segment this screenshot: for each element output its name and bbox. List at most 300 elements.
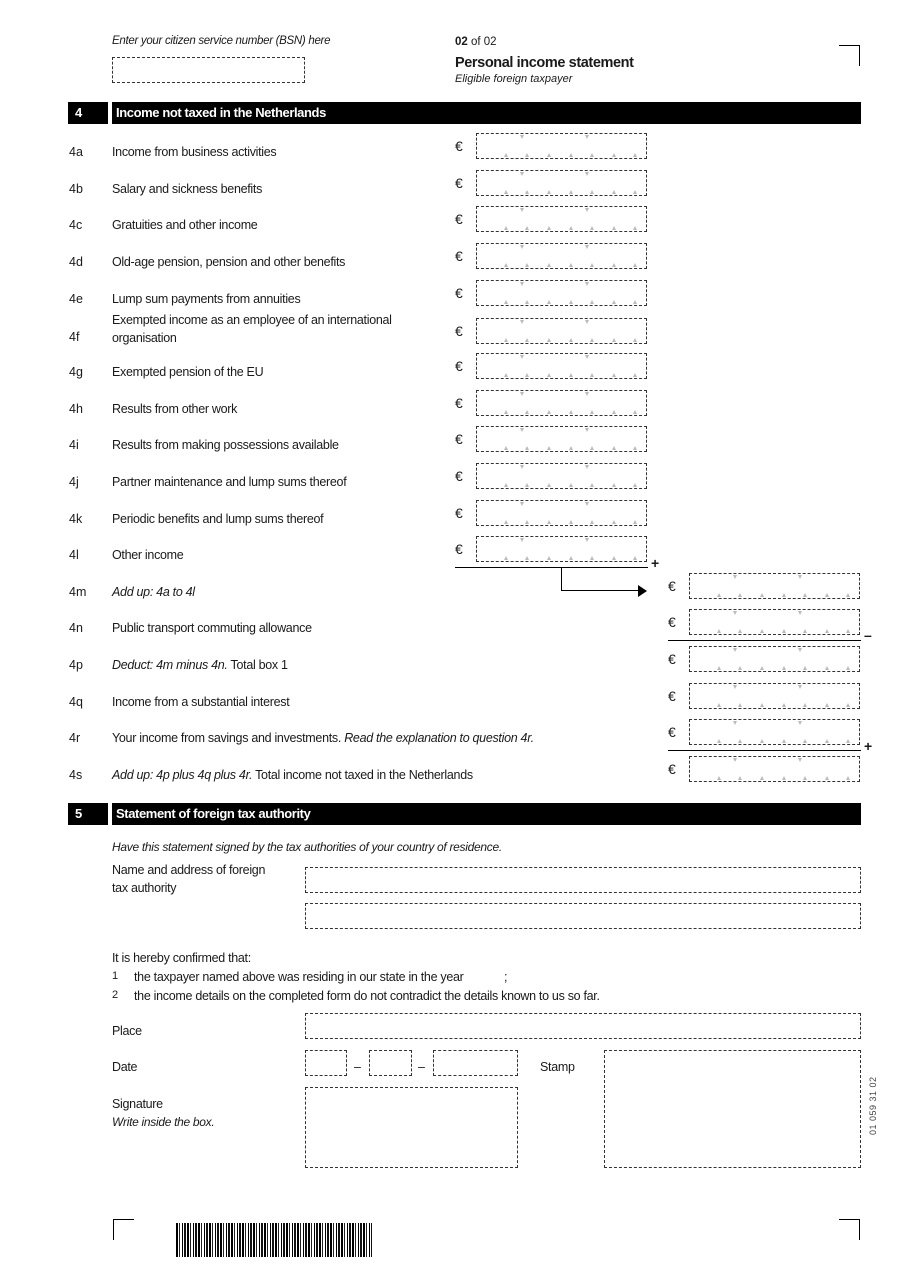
section-5-instruction: Have this statement signed by the tax authorities of your country of residence. — [112, 840, 502, 854]
digit-divider-mark — [547, 263, 551, 267]
digit-divider-mark — [569, 483, 573, 487]
digit-divider-mark — [803, 776, 807, 780]
digit-divider-mark — [525, 483, 529, 487]
amount-input-4l[interactable] — [476, 536, 647, 562]
thousands-separator-mark — [585, 208, 589, 212]
line-code: 4m — [69, 585, 87, 599]
thousands-separator-mark — [520, 355, 524, 359]
digit-divider-mark — [504, 373, 508, 377]
name-address-label-2: tax authority — [112, 881, 177, 895]
thousands-separator-mark — [798, 611, 802, 615]
digit-divider-mark — [760, 739, 764, 743]
digit-divider-mark — [590, 373, 594, 377]
euro-icon: € — [455, 138, 463, 154]
amount-input-4q[interactable] — [689, 683, 860, 709]
digit-divider-mark — [612, 410, 616, 414]
digit-divider-mark — [504, 263, 508, 267]
euro-icon: € — [455, 358, 463, 374]
line-code: 4h — [69, 402, 83, 416]
digit-divider-mark — [569, 338, 573, 342]
amount-input-4b[interactable] — [476, 170, 647, 196]
digit-divider-mark — [782, 739, 786, 743]
section-4-number: 4 — [68, 102, 108, 124]
digit-divider-mark — [569, 556, 573, 560]
line-label-text: Income from a substantial interest — [112, 695, 290, 709]
digit-divider-mark — [547, 338, 551, 342]
amount-input-4g[interactable] — [476, 353, 647, 379]
page-indicator — [455, 36, 497, 48]
form-subtitle: Eligible foreign taxpayer — [455, 73, 573, 85]
digit-divider-mark — [612, 556, 616, 560]
thousands-separator-mark — [520, 135, 524, 139]
line-code: 4c — [69, 218, 83, 232]
euro-icon: € — [455, 431, 463, 447]
digit-divider-mark — [633, 373, 637, 377]
digit-divider-mark — [590, 483, 594, 487]
sum-line-4l — [455, 567, 648, 568]
amount-input-4p[interactable] — [689, 646, 860, 672]
digit-divider-mark — [569, 190, 573, 194]
line-label — [112, 182, 262, 196]
digit-divider-mark — [590, 520, 594, 524]
digit-divider-mark — [590, 300, 594, 304]
line-label-note: Read the explanation to question 4r. — [344, 731, 534, 745]
digit-divider-mark — [846, 739, 850, 743]
euro-icon: € — [668, 614, 676, 630]
euro-icon: € — [455, 323, 463, 339]
digit-divider-mark — [803, 629, 807, 633]
line-label — [112, 255, 345, 269]
plus-operator-2: + — [864, 738, 873, 754]
digit-divider-mark — [525, 373, 529, 377]
line-code: 4k — [69, 512, 83, 526]
line-label — [112, 695, 289, 709]
digit-divider-mark — [547, 520, 551, 524]
crop-mark-top-right — [839, 45, 860, 66]
euro-icon: € — [455, 175, 463, 191]
place-input[interactable] — [305, 1013, 861, 1039]
digit-divider-mark — [633, 520, 637, 524]
digit-divider-mark — [633, 153, 637, 157]
digit-divider-mark — [569, 373, 573, 377]
confirm-item-1-text: the taxpayer named above was residing in our state in the year — [134, 970, 464, 984]
digit-divider-mark — [612, 446, 616, 450]
digit-divider-mark — [717, 666, 721, 670]
digit-divider-mark — [547, 226, 551, 230]
line-code: 4d — [69, 255, 83, 269]
euro-icon: € — [668, 651, 676, 667]
digit-divider-mark — [825, 666, 829, 670]
digit-divider-mark — [846, 666, 850, 670]
digit-divider-mark — [504, 338, 508, 342]
line-code: 4l — [69, 548, 79, 562]
digit-divider-mark — [633, 300, 637, 304]
digit-divider-mark — [717, 703, 721, 707]
amount-input-4c[interactable] — [476, 206, 647, 232]
digit-divider-mark — [590, 226, 594, 230]
thousands-separator-mark — [798, 575, 802, 579]
line-code: 4j — [69, 475, 79, 489]
line-label-text: Lump sum payments from annuities — [112, 292, 301, 306]
line-label-text: Total box 1 — [227, 658, 288, 672]
amount-input-4d[interactable] — [476, 243, 647, 269]
crop-mark-bottom-left — [113, 1219, 134, 1240]
signature-box[interactable] — [305, 1087, 518, 1168]
digit-divider-mark — [846, 703, 850, 707]
line-code: 4i — [69, 438, 79, 452]
digit-divider-mark — [590, 446, 594, 450]
crop-mark-bottom-right — [839, 1219, 860, 1240]
line-label-text: Income from business activities — [112, 145, 277, 159]
digit-divider-mark — [504, 483, 508, 487]
digit-divider-mark — [525, 446, 529, 450]
thousands-separator-mark — [520, 172, 524, 176]
digit-divider-mark — [569, 520, 573, 524]
confirm-item-2-number: 2 — [112, 989, 118, 1001]
arrow-connector-horizontal — [561, 590, 639, 591]
digit-divider-mark — [803, 703, 807, 707]
digit-divider-mark — [569, 410, 573, 414]
digit-divider-mark — [782, 703, 786, 707]
section-4-title: Income not taxed in the Netherlands — [112, 102, 861, 124]
digit-divider-mark — [569, 226, 573, 230]
digit-divider-mark — [504, 226, 508, 230]
line-label — [112, 585, 195, 599]
document-code: 01 059 31 02 — [868, 1076, 878, 1135]
thousands-separator-mark — [798, 648, 802, 652]
digit-divider-mark — [525, 263, 529, 267]
digit-divider-mark — [633, 338, 637, 342]
thousands-separator-mark — [520, 245, 524, 249]
amount-input-4a[interactable] — [476, 133, 647, 159]
line-label-text: Gratuities and other income — [112, 218, 258, 232]
digit-divider-mark — [760, 666, 764, 670]
section-5-number: 5 — [68, 803, 108, 825]
line-label-text: Results from making possessions available — [112, 438, 339, 452]
digit-divider-mark — [612, 373, 616, 377]
thousands-separator-mark — [520, 428, 524, 432]
amount-input-4k[interactable] — [476, 500, 647, 526]
digit-divider-mark — [590, 338, 594, 342]
thousands-separator-mark — [733, 611, 737, 615]
digit-divider-mark — [782, 776, 786, 780]
digit-divider-mark — [569, 263, 573, 267]
stamp-label: Stamp — [540, 1060, 575, 1074]
thousands-separator-mark — [585, 135, 589, 139]
thousands-separator-mark — [585, 428, 589, 432]
line-label — [112, 512, 323, 526]
digit-divider-mark — [738, 666, 742, 670]
signature-hint: Write inside the box. — [112, 1115, 215, 1129]
plus-operator: + — [651, 555, 660, 571]
digit-divider-mark — [612, 263, 616, 267]
line-label-text: Results from other work — [112, 402, 238, 416]
digit-divider-mark — [633, 410, 637, 414]
digit-divider-mark — [760, 593, 764, 597]
digit-divider-mark — [612, 190, 616, 194]
digit-divider-mark — [760, 776, 764, 780]
digit-divider-mark — [803, 739, 807, 743]
thousands-separator-mark — [733, 721, 737, 725]
line-code: 4n — [69, 621, 83, 635]
line-label — [112, 365, 263, 379]
confirm-item-2-text: the income details on the completed form do not contradict the details known to us so far. — [134, 989, 600, 1003]
digit-divider-mark — [504, 520, 508, 524]
thousands-separator-mark — [733, 575, 737, 579]
amount-input-4j[interactable] — [476, 463, 647, 489]
thousands-separator-mark — [520, 320, 524, 324]
line-label — [112, 313, 392, 327]
digit-divider-mark — [782, 666, 786, 670]
digit-divider-mark — [612, 300, 616, 304]
digit-divider-mark — [825, 739, 829, 743]
digit-divider-mark — [504, 446, 508, 450]
thousands-separator-mark — [520, 392, 524, 396]
digit-divider-mark — [525, 410, 529, 414]
line-code: 4g — [69, 365, 83, 379]
line-label-instruction: Deduct: 4m minus 4n. — [112, 658, 228, 672]
amount-input-4m[interactable] — [689, 573, 860, 599]
line-label — [112, 768, 473, 782]
digit-divider-mark — [738, 739, 742, 743]
form-title: Personal income statement — [455, 55, 634, 71]
digit-divider-mark — [525, 226, 529, 230]
line-label — [112, 145, 276, 159]
line-label-text: Exempted income as an employee of an international — [112, 313, 392, 327]
digit-divider-mark — [782, 629, 786, 633]
thousands-separator-mark — [585, 465, 589, 469]
digit-divider-mark — [803, 666, 807, 670]
digit-divider-mark — [782, 593, 786, 597]
thousands-separator-mark — [733, 685, 737, 689]
amount-input-4f[interactable] — [476, 318, 647, 344]
line-code: 4b — [69, 182, 83, 196]
digit-divider-mark — [825, 703, 829, 707]
thousands-separator-mark — [520, 465, 524, 469]
line-label-text: Total income not taxed in the Netherlands — [252, 768, 473, 782]
euro-icon: € — [455, 248, 463, 264]
page-current: 02 — [455, 36, 468, 48]
digit-divider-mark — [760, 703, 764, 707]
digit-divider-mark — [569, 153, 573, 157]
line-label-text: Exempted pension of the EU — [112, 365, 264, 379]
digit-divider-mark — [633, 263, 637, 267]
date-label: Date — [112, 1060, 138, 1074]
page-total: of 02 — [471, 36, 497, 48]
sum-line-4r — [668, 750, 861, 751]
arrow-connector-vertical — [561, 567, 562, 591]
name-address-label: Name and address of foreign — [112, 863, 266, 877]
line-label — [112, 438, 339, 452]
digit-divider-mark — [590, 263, 594, 267]
euro-icon: € — [455, 395, 463, 411]
digit-divider-mark — [547, 300, 551, 304]
digit-divider-mark — [846, 593, 850, 597]
line-label — [112, 548, 183, 562]
digit-divider-mark — [738, 703, 742, 707]
line-label-continued: organisation — [112, 331, 177, 345]
date-separator-1: – — [354, 1060, 361, 1074]
thousands-separator-mark — [798, 758, 802, 762]
thousands-separator-mark — [733, 758, 737, 762]
digit-divider-mark — [525, 190, 529, 194]
digit-divider-mark — [547, 446, 551, 450]
digit-divider-mark — [825, 629, 829, 633]
date-month-input[interactable] — [369, 1050, 412, 1076]
digit-divider-mark — [738, 593, 742, 597]
euro-icon: € — [455, 285, 463, 301]
thousands-separator-mark — [798, 685, 802, 689]
thousands-separator-mark — [733, 648, 737, 652]
digit-divider-mark — [633, 446, 637, 450]
digit-divider-mark — [590, 410, 594, 414]
line-label-text: Your income from savings and investments. — [112, 731, 345, 745]
line-code: 4s — [69, 768, 83, 782]
thousands-separator-mark — [585, 245, 589, 249]
amount-input-4n[interactable] — [689, 609, 860, 635]
thousands-separator-mark — [520, 502, 524, 506]
arrow-head-icon — [638, 585, 647, 597]
line-label — [112, 731, 534, 745]
line-label-text: Other income — [112, 548, 184, 562]
digit-divider-mark — [738, 629, 742, 633]
digit-divider-mark — [590, 153, 594, 157]
euro-icon: € — [668, 724, 676, 740]
euro-icon: € — [668, 578, 676, 594]
amount-input-4e[interactable] — [476, 280, 647, 306]
thousands-separator-mark — [585, 502, 589, 506]
thousands-separator-mark — [585, 538, 589, 542]
euro-icon: € — [455, 505, 463, 521]
digit-divider-mark — [569, 446, 573, 450]
digit-divider-mark — [525, 153, 529, 157]
digit-divider-mark — [738, 776, 742, 780]
thousands-separator-mark — [585, 172, 589, 176]
date-day-input[interactable] — [305, 1050, 347, 1076]
digit-divider-mark — [612, 520, 616, 524]
amount-input-4h[interactable] — [476, 390, 647, 416]
thousands-separator-mark — [520, 208, 524, 212]
digit-divider-mark — [525, 556, 529, 560]
line-label — [112, 475, 346, 489]
barcode — [176, 1223, 372, 1257]
digit-divider-mark — [633, 556, 637, 560]
line-code: 4r — [69, 731, 81, 745]
signature-label: Signature — [112, 1097, 163, 1111]
digit-divider-mark — [717, 739, 721, 743]
digit-divider-mark — [612, 338, 616, 342]
digit-divider-mark — [825, 593, 829, 597]
line-label-text: Periodic benefits and lump sums thereof — [112, 512, 324, 526]
digit-divider-mark — [569, 300, 573, 304]
digit-divider-mark — [504, 300, 508, 304]
line-label-text: Public transport commuting allowance — [112, 621, 312, 635]
thousands-separator-mark — [520, 282, 524, 286]
line-label — [112, 218, 257, 232]
digit-divider-mark — [633, 226, 637, 230]
line-code: 4f — [69, 330, 80, 344]
line-label — [112, 621, 312, 635]
amount-input-4i[interactable] — [476, 426, 647, 452]
euro-icon: € — [455, 541, 463, 557]
place-label: Place — [112, 1024, 142, 1038]
digit-divider-mark — [547, 410, 551, 414]
line-code: 4a — [69, 145, 83, 159]
digit-divider-mark — [760, 629, 764, 633]
digit-divider-mark — [633, 483, 637, 487]
digit-divider-mark — [504, 153, 508, 157]
amount-input-4r[interactable] — [689, 719, 860, 745]
digit-divider-mark — [590, 556, 594, 560]
euro-icon: € — [455, 468, 463, 484]
confirm-item-1-number: 1 — [112, 970, 118, 982]
bsn-input[interactable] — [112, 57, 305, 83]
thousands-separator-mark — [585, 320, 589, 324]
line-label-text: Salary and sickness benefits — [112, 182, 263, 196]
digit-divider-mark — [803, 593, 807, 597]
line-label — [112, 658, 288, 672]
minus-operator: – — [864, 627, 872, 643]
digit-divider-mark — [717, 776, 721, 780]
digit-divider-mark — [504, 190, 508, 194]
thousands-separator-mark — [585, 355, 589, 359]
line-label-instruction: Add up: 4a to 4l — [112, 585, 195, 599]
digit-divider-mark — [504, 556, 508, 560]
euro-icon: € — [668, 761, 676, 777]
euro-icon: € — [668, 688, 676, 704]
digit-divider-mark — [717, 629, 721, 633]
digit-divider-mark — [525, 338, 529, 342]
line-label — [112, 292, 300, 306]
confirm-intro: It is hereby confirmed that: — [112, 951, 251, 965]
digit-divider-mark — [547, 190, 551, 194]
digit-divider-mark — [547, 373, 551, 377]
digit-divider-mark — [547, 483, 551, 487]
digit-divider-mark — [633, 190, 637, 194]
thousands-separator-mark — [520, 538, 524, 542]
digit-divider-mark — [612, 153, 616, 157]
digit-divider-mark — [590, 190, 594, 194]
digit-divider-mark — [846, 629, 850, 633]
name-address-input-2[interactable] — [305, 903, 861, 929]
amount-input-4s[interactable] — [689, 756, 860, 782]
line-code: 4p — [69, 658, 83, 672]
digit-divider-mark — [525, 520, 529, 524]
digit-divider-mark — [547, 153, 551, 157]
line-label-text: Old-age pension, pension and other benefits — [112, 255, 346, 269]
thousands-separator-mark — [585, 282, 589, 286]
digit-divider-mark — [525, 300, 529, 304]
stamp-area[interactable] — [604, 1050, 861, 1168]
line-label — [112, 402, 237, 416]
date-year-input[interactable] — [433, 1050, 518, 1076]
line-label-text: Partner maintenance and lump sums thereof — [112, 475, 347, 489]
name-address-input-1[interactable] — [305, 867, 861, 893]
digit-divider-mark — [612, 483, 616, 487]
line-label-instruction: Add up: 4p plus 4q plus 4r. — [112, 768, 253, 782]
line-code: 4e — [69, 292, 83, 306]
digit-divider-mark — [612, 226, 616, 230]
sum-line-4n — [668, 640, 861, 641]
section-5-title: Statement of foreign tax authority — [112, 803, 861, 825]
thousands-separator-mark — [585, 392, 589, 396]
digit-divider-mark — [717, 593, 721, 597]
digit-divider-mark — [547, 556, 551, 560]
date-separator-2: – — [418, 1060, 425, 1074]
thousands-separator-mark — [798, 721, 802, 725]
digit-divider-mark — [825, 776, 829, 780]
line-code: 4q — [69, 695, 83, 709]
